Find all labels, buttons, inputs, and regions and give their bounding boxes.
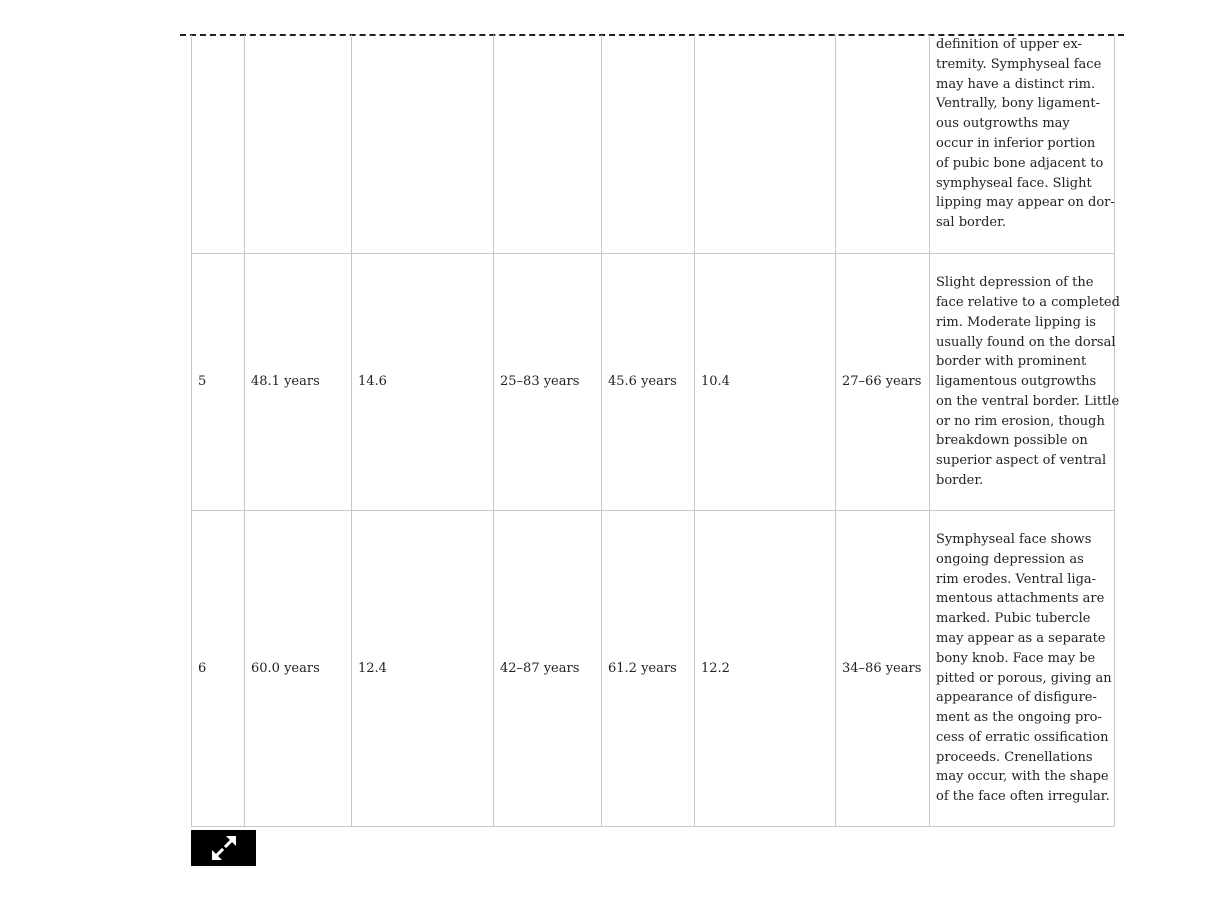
description-line: face relative to a completed [936, 294, 1120, 310]
table-cell: 5 [192, 254, 245, 511]
table-cell [245, 35, 352, 254]
description-line: appearance of disfigure- [936, 690, 1097, 706]
description-line: definition of upper ex- [936, 37, 1082, 52]
table-cell [494, 35, 602, 254]
description-line: or no rim erosion, though [936, 413, 1105, 429]
table-row [192, 511, 1115, 827]
description-line: superior aspect of ventral [936, 453, 1107, 469]
data-table [191, 35, 1120, 827]
description-line: rim erodes. Ventral liga- [936, 571, 1097, 587]
table-cell: 42–87 years [494, 511, 602, 827]
description-cell [930, 511, 1115, 827]
table-row [192, 254, 1115, 511]
description-line: pitted or porous, giving an [936, 670, 1112, 686]
table-cell: 48.1 years [245, 254, 352, 511]
table-cell: 34–86 years [836, 511, 930, 827]
table-cell: 27–66 years [836, 254, 930, 511]
expand-table-button[interactable] [191, 830, 256, 866]
description-line: ligamentous outgrowths [936, 374, 1097, 390]
description-line: may have a distinct rim. [936, 76, 1096, 92]
description-cell [930, 254, 1120, 511]
table-cell: 12.4 [352, 511, 494, 827]
description-line: marked. Pubic tubercle [936, 611, 1091, 627]
table-cell [836, 35, 930, 254]
table-cell: 10.4 [695, 254, 836, 511]
table-row [192, 35, 1115, 254]
table-cell: 45.6 years [602, 254, 695, 511]
description-line: tremity. Symphyseal face [936, 56, 1102, 72]
description-line: proceeds. Crenellations [936, 749, 1093, 765]
description-line: ongoing depression as [936, 551, 1084, 567]
description-line: Slight depression of the [936, 275, 1094, 291]
description-line: may appear as a separate [936, 630, 1106, 646]
table-cell: 12.2 [695, 511, 836, 827]
description-line: border with prominent [936, 354, 1087, 370]
table-cell: 6 [192, 511, 245, 827]
description-line: border. [936, 473, 984, 489]
description-line: Ventrally, bony ligament- [936, 96, 1101, 112]
table-cell: 14.6 [352, 254, 494, 511]
description-line: of the face often irregular. [936, 789, 1110, 805]
description-line: sal border. [936, 215, 1007, 231]
table-cell [602, 35, 695, 254]
description-line: on the ventral border. Little [936, 393, 1120, 409]
description-line: of pubic bone adjacent to [936, 155, 1104, 171]
table-cell [352, 35, 494, 254]
table-cell [192, 35, 245, 254]
table-cell [695, 35, 836, 254]
table-cell: 60.0 years [245, 511, 352, 827]
description-line: usually found on the dorsal [936, 334, 1116, 350]
description-line: rim. Moderate lipping is [936, 314, 1096, 330]
description-line: symphyseal face. Slight [936, 175, 1092, 191]
description-line: Symphyseal face shows [936, 531, 1092, 547]
description-cell [930, 35, 1115, 254]
description-line: mentous attachments are [936, 591, 1105, 607]
description-line: cess of erratic ossification [936, 729, 1109, 745]
expand-arrows-icon [209, 833, 239, 863]
table-cell: 61.2 years [602, 511, 695, 827]
description-line: may occur, with the shape [936, 769, 1109, 785]
description-line: occur in inferior portion [936, 135, 1096, 151]
description-line: ous outgrowths may [936, 116, 1070, 132]
description-line: breakdown possible on [936, 433, 1088, 449]
description-line: ment as the ongoing pro- [936, 710, 1102, 726]
table-cell: 25–83 years [494, 254, 602, 511]
description-line: lipping may appear on dor- [936, 195, 1115, 211]
description-line: bony knob. Face may be [936, 650, 1096, 666]
